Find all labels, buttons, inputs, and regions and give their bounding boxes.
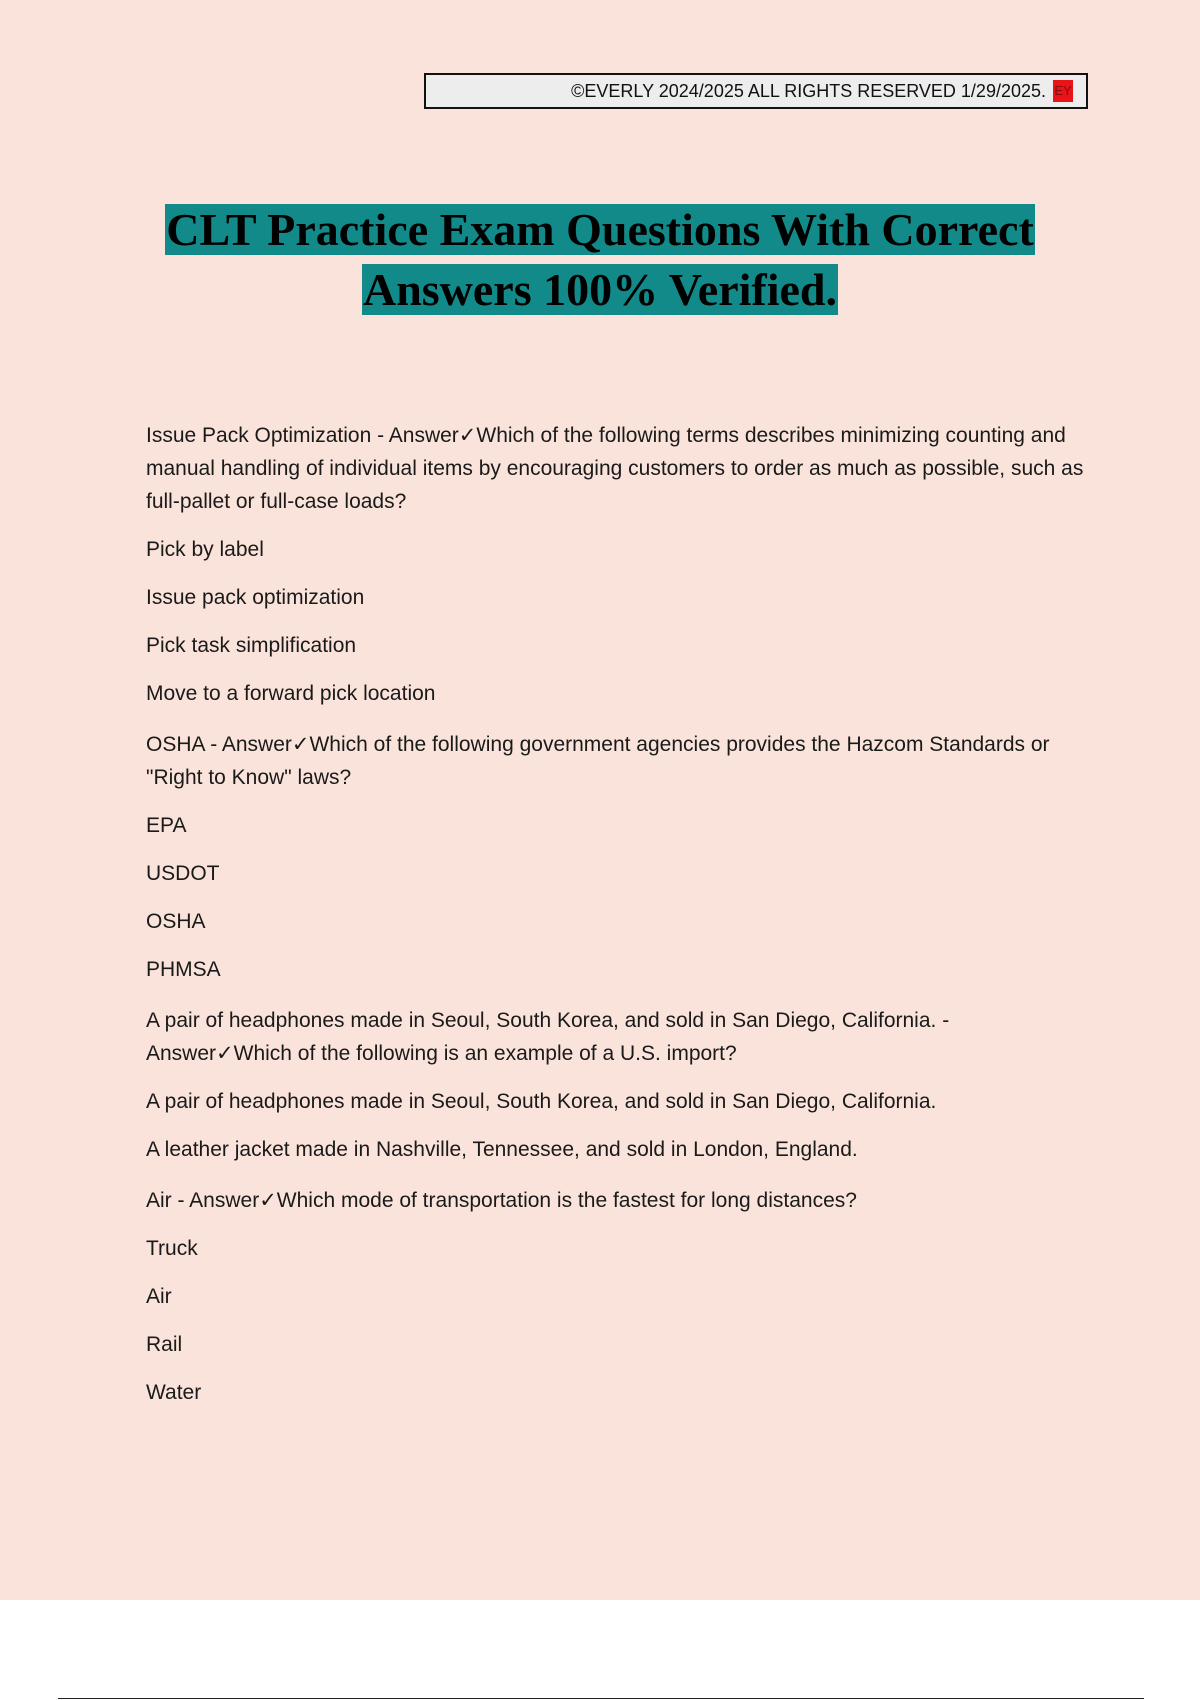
question-1: Issue Pack Optimization - Answer✓Which of the following terms describes minimizing counting and manual handling of individual items by encouraging customers to order as much as possible, such as full-pallet or full-case loads? [146,424,1084,513]
copyright-header [424,73,1088,109]
question-3-option: A pair of headphones made in Seoul, South Korea, and sold in San Diego, California. [146,1090,937,1113]
footer-divider [58,1698,1144,1699]
question-4-option: Water [146,1381,202,1404]
question-3-option: A leather jacket made in Nashville, Tennessee, and sold in London, England. [146,1138,858,1161]
question-2-option: PHMSA [146,958,221,981]
question-2-option: USDOT [146,862,220,885]
copyright-text: ©EVERLY 2024/2025 ALL RIGHTS RESERVED 1/29/2025. [571,81,1046,101]
question-4-option: Air [146,1285,172,1308]
question-1-option: Move to a forward pick location [146,682,436,705]
question-4: Air - Answer✓Which mode of transportation is the fastest for long distances? [146,1189,857,1212]
question-2-option: EPA [146,814,187,837]
question-2: OSHA - Answer✓Which of the following government agencies provides the Hazcom Standards or "Right to Know" laws? [146,733,1050,789]
question-4-option: Truck [146,1237,198,1260]
question-1-option: Pick by label [146,538,264,561]
question-1-option: Pick task simplification [146,634,357,657]
header-mark: EY [1053,80,1073,102]
question-1-option: Issue pack optimization [146,586,365,609]
title-line-2: Answers 100% Verified. [362,264,838,315]
question-2-option: OSHA [146,910,206,933]
question-list [146,419,1086,1424]
page-title [60,200,1140,320]
title-line-1: CLT Practice Exam Questions With Correct [166,204,1034,255]
question-4-option: Rail [146,1333,183,1356]
question-3: A pair of headphones made in Seoul, South Korea, and sold in San Diego, California. - Answer✓Which of the following is an example of a U.S. import? [146,1009,950,1065]
